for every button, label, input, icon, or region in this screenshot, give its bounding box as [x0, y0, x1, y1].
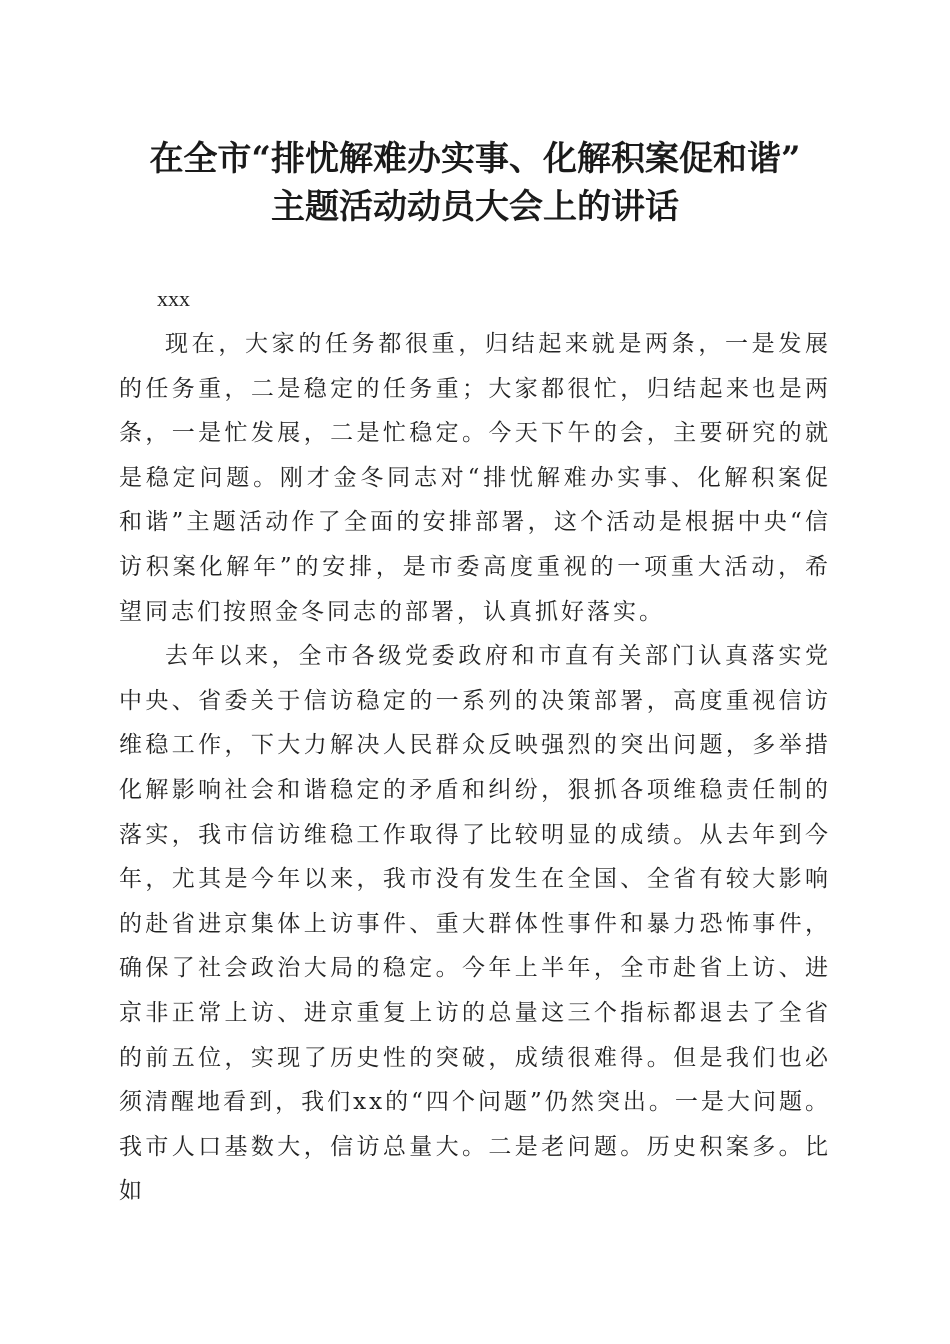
paragraph: 去年以来，全市各级党委政府和市直有关部门认真落实党中央、省委关于信访稳定的一系列的决策部署，高度重视信访维稳工作，下大力解决人民群众反映强烈的突出问题，多举措化解影响社会和谐稳定的矛盾和纠纷，狠抓各项维稳责任制的落实，我市信访维稳工作取得了比较明显的成绩。从去年到今年，尤其是今年以来，我市没有发生在全国、全省有较大影响的赴省进京集体上访事件、重大群体性事件和暴力恐怖事件，确保了社会政治大局的稳定。今年上半年，全市赴省上访、进京非正常上访、进京重复上访的总量这三个指标都退去了全省的前五位，实现了历史性的突破，成绩很难得。但是我们也必须清醒地看到，我们xx的“四个问题”仍然突出。一是大问题。我市人口基数大，信访总量大。二是老问题。历史积案多。比如 — [119, 643, 831, 1205]
document-body — [119, 322, 831, 1214]
title-line-2: 主题活动动员大会上的讲话 — [271, 187, 679, 227]
paragraph: 现在，大家的任务都很重，归结起来就是两条，一是发展的任务重，二是稳定的任务重；大家都很忙，归结起来也是两条，一是忙发展，二是忙稳定。今天下午的会，主要研究的就是稳定问题。刚才金冬同志对“排忧解难办实事、化解积案促和谐”主题活动作了全面的安排部署，这个活动是根据中央“信访积案化解年”的安排，是市委高度重视的一项重大活动，希望同志们按照金冬同志的部署，认真抓好落实。 — [119, 331, 831, 625]
title-line-1: 在全市“排忧解难办实事、化解积案促和谐” — [149, 139, 801, 179]
author-name: xxx — [157, 286, 190, 311]
document-title — [100, 135, 850, 231]
